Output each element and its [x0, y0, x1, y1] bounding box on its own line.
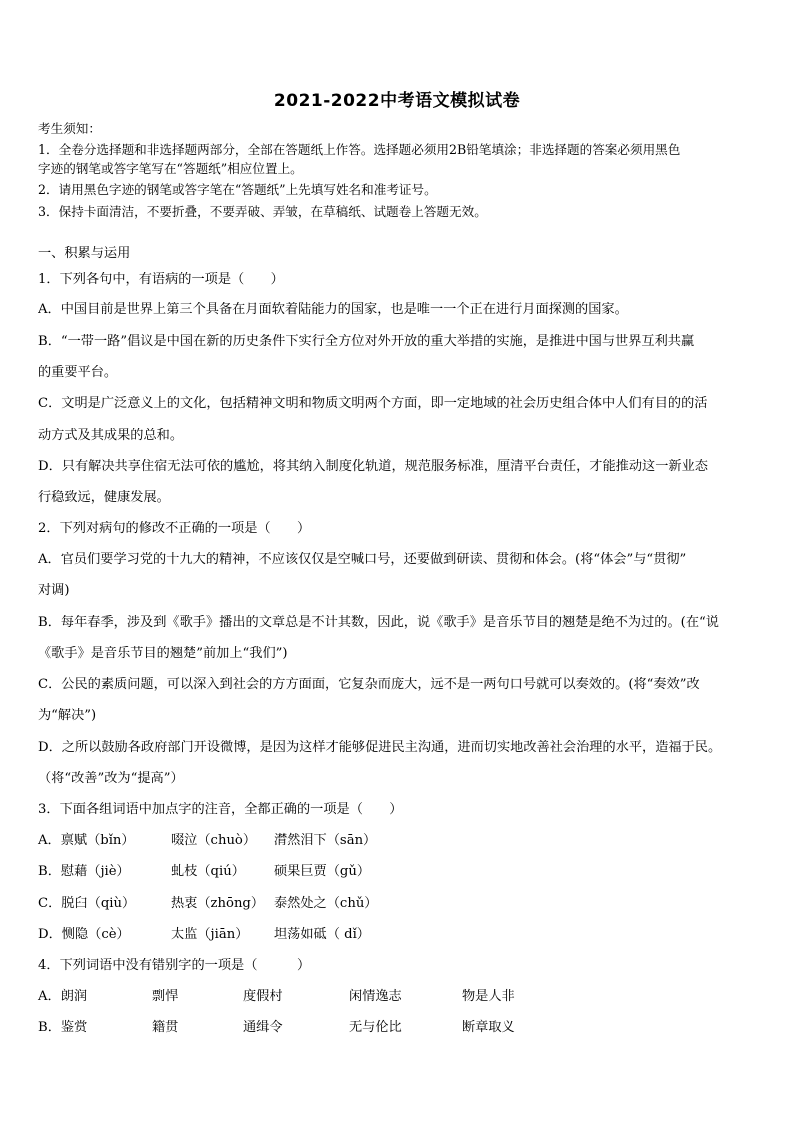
- question-2-option-d: D．之所以鼓励各政府部门开设微博，是因为这样才能够促进民主沟通，进而切实地改善社会治理的水平，造福于民。: [38, 740, 722, 755]
- question-1-option-a: A．中国目前是世界上第三个具备在月面软着陆能力的国家，也是唯一一个正在进行月面探测的国家。: [38, 302, 628, 317]
- question-1-option-d-cont: 行稳致远，健康发展。: [38, 490, 170, 505]
- notice-line: 字迹的钢笔或答字笔写在“答题纸”相应位置上。: [38, 161, 303, 176]
- question-2-option-c: C．公民的素质问题，可以深入到社会的方方面面，它复杂而庞大，远不是一两句口号就可以奏效的。(将“奏效”改: [38, 677, 700, 692]
- question-2-option-b-cont: 《歌手》是音乐节目的翘楚”前加上“我们”): [38, 646, 288, 661]
- section-heading: 一、积累与运用: [38, 246, 131, 261]
- option-word: 潸然泪下（sān）: [274, 833, 377, 848]
- option-word: 热衷（zhōng）: [171, 896, 265, 911]
- option-word: 啜泣（chuò）: [171, 833, 257, 848]
- option-word: D．恻隐（cè）: [38, 927, 130, 942]
- question-3-stem: 3．下面各组词语中加点字的注音，全都正确的一项是（ ）: [38, 802, 403, 817]
- option-word: 硕果巨贾（gǔ）: [274, 864, 371, 879]
- question-2-option-a: A．官员们要学习党的十九大的精神，不应该仅仅是空喊口号，还要做到研读、贯彻和体会。(将“体会”与“贯彻”: [38, 552, 687, 567]
- option-word: 剽悍: [152, 989, 179, 1004]
- question-2-option-a-cont: 对调): [38, 583, 70, 598]
- option-word: A．禀赋（bǐn）: [38, 833, 135, 848]
- option-word: 籍贯: [152, 1020, 179, 1035]
- option-word: C．脱臼（qiù）: [38, 896, 136, 911]
- option-word: A．朗润: [38, 989, 88, 1004]
- notice-line: 2．请用黑色字迹的钢笔或答字笔在“答题纸”上先填写姓名和准考证号。: [38, 182, 437, 197]
- option-word: B．鉴赏: [38, 1020, 88, 1035]
- notice-heading: 考生须知：: [38, 121, 101, 136]
- option-word: 太监（jiān）: [171, 927, 249, 942]
- option-word: 物是人非: [462, 989, 515, 1004]
- question-2-option-d-cont: （将“改善”改为“提高”）: [38, 771, 184, 786]
- option-word: 无与伦比: [349, 1020, 402, 1035]
- question-2-stem: 2．下列对病句的修改不正确的一项是（ ）: [38, 521, 311, 536]
- question-1-stem: 1．下列各句中，有语病的一项是（ ）: [38, 272, 284, 287]
- question-1-option-c: C．文明是广泛意义上的文化，包括精神文明和物质文明两个方面，即一定地域的社会历史组合体中人们有目的的活: [38, 396, 708, 411]
- option-word: 虬枝（qiú）: [171, 864, 245, 879]
- question-2-option-b: B．每年春季，涉及到《歌手》播出的文章总是不计其数，因此，说《歌手》是音乐节目的翘楚是绝不为过的。(在“说: [38, 615, 719, 630]
- option-word: 度假村: [243, 989, 283, 1004]
- question-1-option-d: D．只有解决共享住宿无法可依的尴尬，将其纳入制度化轨道，规范服务标准，厘清平台责任，才能推动这一新业态: [38, 459, 708, 474]
- notice-line: 1．全卷分选择题和非选择题两部分，全部在答题纸上作答。选择题必须用2B铅笔填涂；非选择题的答案必须用黑色: [38, 142, 681, 157]
- option-word: B．慰藉（jiè）: [38, 864, 130, 879]
- question-4-stem: 4．下列词语中没有错别字的一项是（ ）: [38, 958, 311, 973]
- question-1-option-c-cont: 动方式及其成果的总和。: [38, 428, 184, 443]
- question-1-option-b: B．“一带一路”倡议是中国在新的历史条件下实行全方位对外开放的重大举措的实施，是推进中国与世界互利共赢: [38, 334, 695, 349]
- option-word: 断章取义: [462, 1020, 515, 1035]
- notice-line: 3．保持卡面清洁，不要折叠，不要弄破、弄皱，在草稿纸、试题卷上答题无效。: [38, 204, 487, 219]
- option-word: 通缉令: [243, 1020, 283, 1035]
- page-title: 2021-2022中考语文模拟试卷: [273, 91, 521, 111]
- question-1-option-b-cont: 的重要平台。: [38, 365, 118, 380]
- option-word: 闲情逸志: [349, 989, 402, 1004]
- question-2-option-c-cont: 为“解决”): [38, 708, 97, 723]
- option-word: 坦荡如砥（ dǐ）: [274, 927, 370, 942]
- option-word: 泰然处之（chǔ）: [274, 896, 378, 911]
